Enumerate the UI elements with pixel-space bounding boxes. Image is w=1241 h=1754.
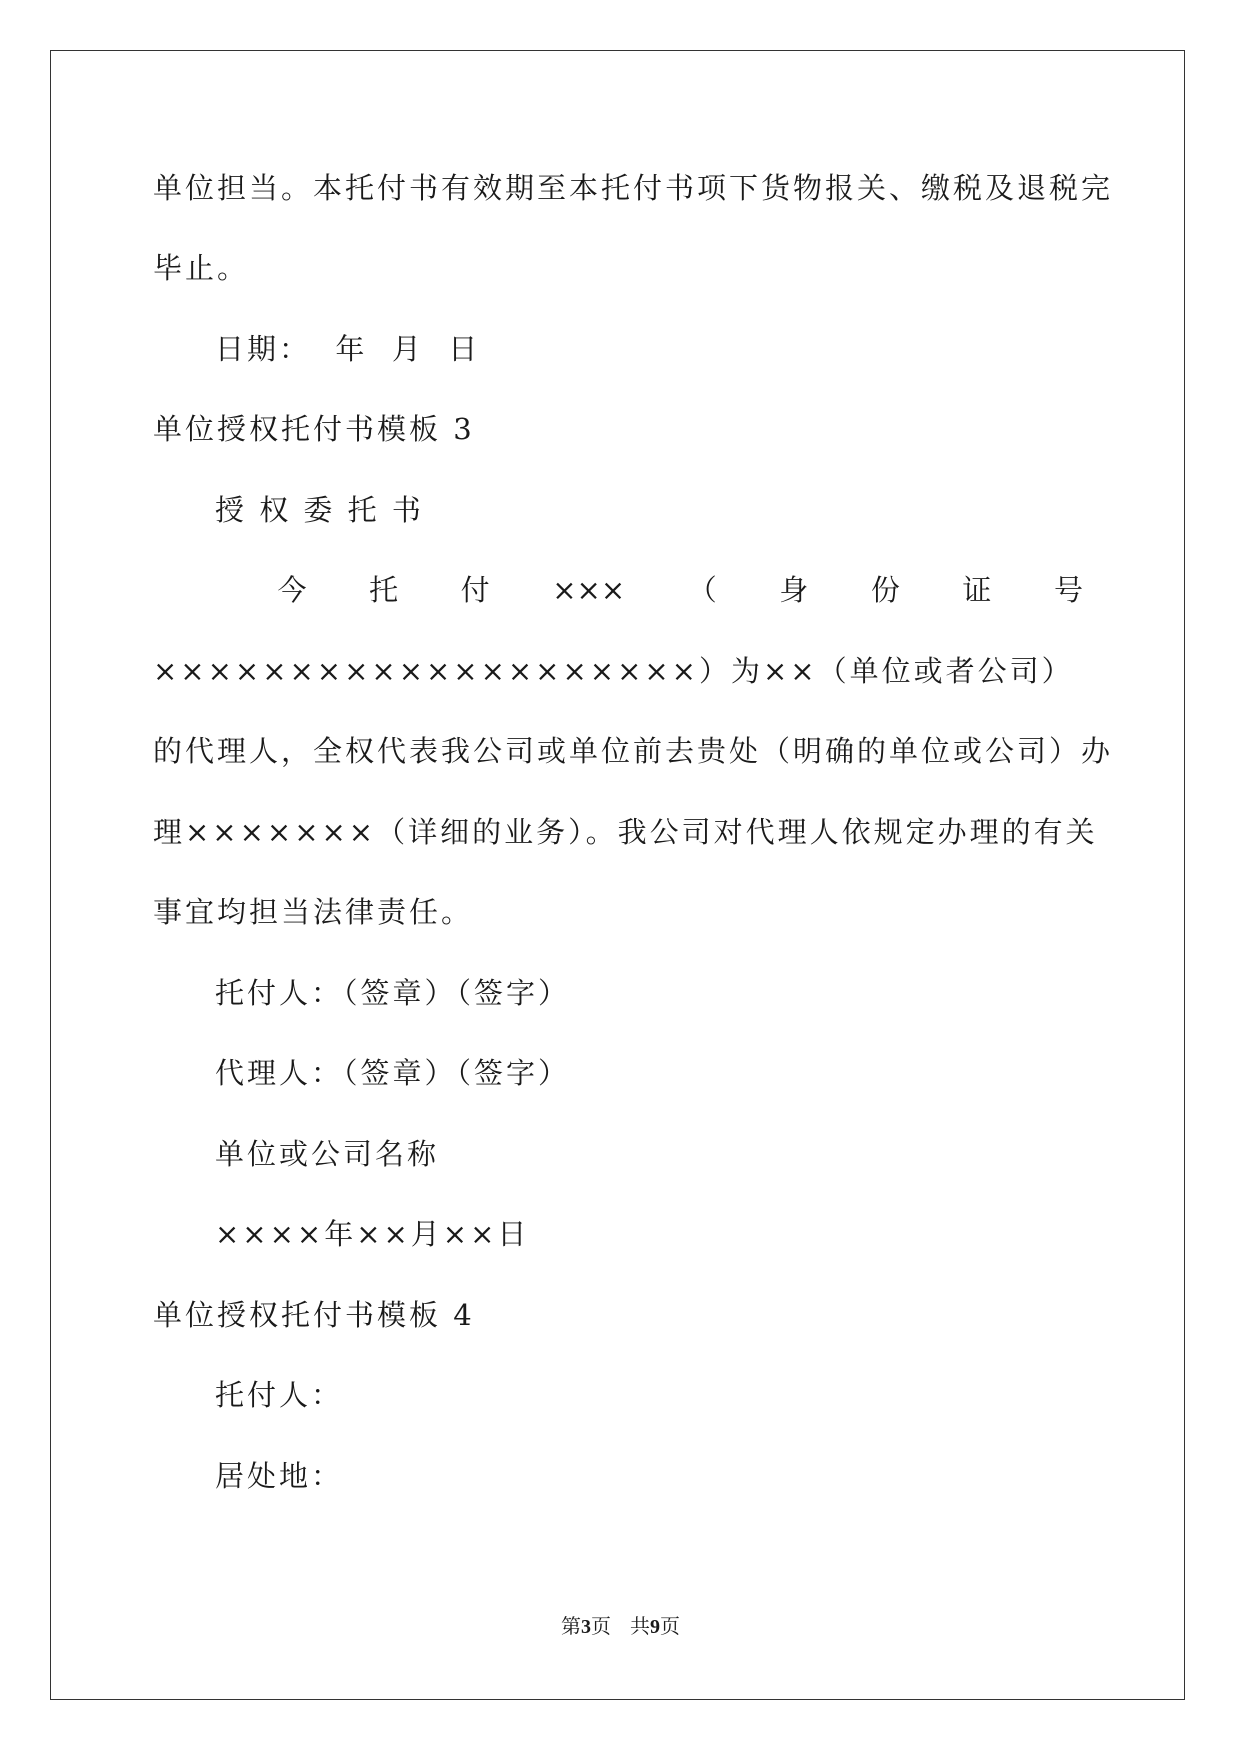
word: 号 bbox=[1053, 573, 1083, 607]
footer-prefix: 第 bbox=[560, 1614, 581, 1638]
page-number: 3 bbox=[580, 1616, 591, 1638]
word: 证 bbox=[962, 573, 992, 607]
paragraph-line: ××××××××××××××××××××）为××（单位或者公司） bbox=[153, 654, 1074, 688]
document-title: 授 权 委 托 书 bbox=[215, 493, 424, 527]
word: 付 bbox=[460, 573, 490, 607]
word: 托 bbox=[369, 573, 399, 607]
total-pages: 9 bbox=[650, 1616, 661, 1638]
signature-line: 代理人：（签章）（签字） bbox=[215, 1056, 571, 1090]
page-footer bbox=[0, 1613, 1241, 1640]
word: 身 bbox=[779, 573, 809, 607]
word: （ bbox=[687, 573, 717, 607]
field-line: 托付人： bbox=[215, 1378, 344, 1412]
signature-line: 托付人：（签章）（签字） bbox=[215, 976, 571, 1010]
field-line: 居处地： bbox=[215, 1459, 344, 1493]
word: 份 bbox=[870, 573, 900, 607]
page-border bbox=[50, 50, 1185, 1700]
word: ××× bbox=[552, 573, 626, 607]
paragraph-line: 的代理人，全权代表我公司或单位前去贵处（明确的单位或公司）办 bbox=[153, 734, 1114, 768]
paragraph-line: 理×××××××（详细的业务）。我公司对代理人依规定办理的有关 bbox=[153, 815, 1098, 849]
section-heading: 单位授权托付书模板 3 bbox=[153, 412, 475, 446]
date-line: ××××年××月××日 bbox=[215, 1217, 530, 1251]
company-name-line: 单位或公司名称 bbox=[215, 1137, 440, 1171]
footer-mid: 页 共 bbox=[590, 1614, 651, 1638]
paragraph-line: 单位担当。本托付书有效期至本托付书项下货物报关、缴税及退税完 bbox=[153, 171, 1114, 205]
paragraph-line: 事宜均担当法律责任。 bbox=[153, 895, 474, 929]
paragraph-line: 毕止。 bbox=[153, 251, 250, 285]
justified-line bbox=[153, 572, 1083, 608]
section-heading: 单位授权托付书模板 4 bbox=[153, 1298, 475, 1332]
footer-suffix: 页 bbox=[660, 1614, 681, 1638]
date-line: 日期： 年 月 日 bbox=[215, 332, 481, 366]
word: 今 bbox=[277, 573, 307, 607]
